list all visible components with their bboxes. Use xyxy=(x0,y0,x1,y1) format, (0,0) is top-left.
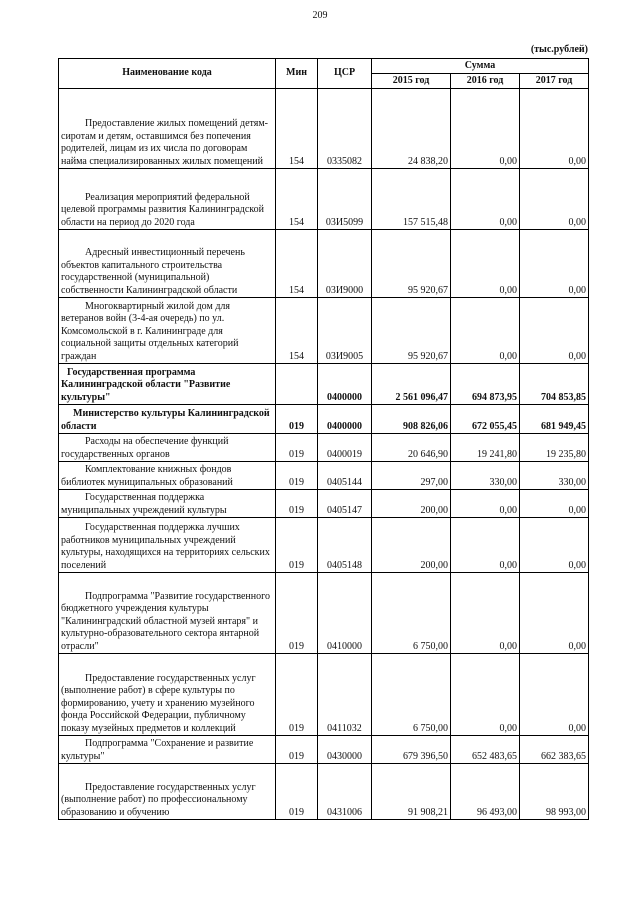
row-2016: 0,00 xyxy=(451,89,520,169)
row-2017: 0,00 xyxy=(520,518,589,573)
table-row xyxy=(59,364,589,405)
row-min: 154 xyxy=(276,230,318,298)
row-2015: 908 826,06 xyxy=(372,405,451,434)
row-csr: 0411032 xyxy=(318,654,372,736)
table-row xyxy=(59,573,589,654)
row-name: Реализация мероприятий федеральной целевой программы развития Калининградской области на период до 2020 года xyxy=(59,169,276,230)
row-2017: 0,00 xyxy=(520,169,589,230)
row-2016: 0,00 xyxy=(451,654,520,736)
row-name: Подпрограмма "Сохранение и развитие культуры" xyxy=(59,736,276,764)
table-row xyxy=(59,654,589,736)
row-name: Расходы на обеспечение функций государственных органов xyxy=(59,434,276,462)
row-2017: 0,00 xyxy=(520,490,589,518)
table-row xyxy=(59,490,589,518)
row-name: Предоставление жилых помещений детям-сиротам и детям, оставшимся без попечения родителей, лицам из их числа по договорам найма специализированных жилых помещений xyxy=(59,89,276,169)
row-2017: 19 235,80 xyxy=(520,434,589,462)
row-2015: 200,00 xyxy=(372,490,451,518)
row-2015: 200,00 xyxy=(372,518,451,573)
row-name: Министерство культуры Калининградской области xyxy=(59,405,276,434)
table-row xyxy=(59,230,589,298)
row-2015: 6 750,00 xyxy=(372,654,451,736)
units-label: (тыс.рублей) xyxy=(530,44,588,55)
row-csr: 03И9005 xyxy=(318,298,372,364)
header-2017: 2017 год xyxy=(520,74,589,89)
row-2017: 704 853,85 xyxy=(520,364,589,405)
row-2017: 330,00 xyxy=(520,462,589,490)
row-name: Государственная поддержка муниципальных учреждений культуры xyxy=(59,490,276,518)
header-sum: Сумма xyxy=(372,59,589,74)
row-2016: 0,00 xyxy=(451,230,520,298)
table-row xyxy=(59,434,589,462)
row-2017: 0,00 xyxy=(520,298,589,364)
row-name: Комплектование книжных фондов библиотек муниципальных образований xyxy=(59,462,276,490)
row-name: Государственная поддержка лучших работников муниципальных учреждений культуры, находящихся на территориях сельских поселений xyxy=(59,518,276,573)
table-row xyxy=(59,89,589,169)
row-2015: 679 396,50 xyxy=(372,736,451,764)
row-2016: 652 483,65 xyxy=(451,736,520,764)
row-min: 019 xyxy=(276,518,318,573)
row-csr: 0410000 xyxy=(318,573,372,654)
header-2016: 2016 год xyxy=(451,74,520,89)
row-csr: 03И9000 xyxy=(318,230,372,298)
row-csr: 0405144 xyxy=(318,462,372,490)
row-csr: 03И5099 xyxy=(318,169,372,230)
row-2015: 95 920,67 xyxy=(372,298,451,364)
row-2017: 0,00 xyxy=(520,89,589,169)
row-2016: 330,00 xyxy=(451,462,520,490)
row-2016: 0,00 xyxy=(451,490,520,518)
row-2016: 0,00 xyxy=(451,573,520,654)
budget-table xyxy=(58,58,589,820)
row-min: 019 xyxy=(276,764,318,820)
row-min xyxy=(276,364,318,405)
row-min: 154 xyxy=(276,89,318,169)
row-min: 154 xyxy=(276,169,318,230)
row-2016: 672 055,45 xyxy=(451,405,520,434)
table-row xyxy=(59,764,589,820)
row-name: Государственная программа Калининградской области "Развитие культуры" xyxy=(59,364,276,405)
row-csr: 0405148 xyxy=(318,518,372,573)
row-2016: 0,00 xyxy=(451,518,520,573)
row-2017: 98 993,00 xyxy=(520,764,589,820)
row-2015: 297,00 xyxy=(372,462,451,490)
row-csr: 0400019 xyxy=(318,434,372,462)
row-csr: 0335082 xyxy=(318,89,372,169)
row-2015: 95 920,67 xyxy=(372,230,451,298)
table-row xyxy=(59,298,589,364)
row-csr: 0400000 xyxy=(318,405,372,434)
row-min: 019 xyxy=(276,405,318,434)
row-name: Предоставление государственных услуг (выполнение работ) по профессиональному образованию и обучению xyxy=(59,764,276,820)
header-name: Наименование кода xyxy=(59,59,276,89)
table-row xyxy=(59,462,589,490)
row-min: 019 xyxy=(276,573,318,654)
row-2015: 6 750,00 xyxy=(372,573,451,654)
row-2017: 0,00 xyxy=(520,573,589,654)
row-csr: 0405147 xyxy=(318,490,372,518)
row-min: 019 xyxy=(276,462,318,490)
row-name: Многоквартирный жилой дом для ветеранов войн (3-4-ая очередь) по ул. Комсомольской в г. Калининграде для социальной защиты отдельных категорий граждан xyxy=(59,298,276,364)
row-2015: 157 515,48 xyxy=(372,169,451,230)
row-csr: 0431006 xyxy=(318,764,372,820)
row-name: Подпрограмма "Развитие государственного бюджетного учреждения культуры "Калининградский областной музей янтаря" и культурно-образовательного сектора янтарной отрасли" xyxy=(59,573,276,654)
row-2016: 96 493,00 xyxy=(451,764,520,820)
page-number: 209 xyxy=(312,10,328,21)
row-min: 019 xyxy=(276,490,318,518)
row-2015: 2 561 096,47 xyxy=(372,364,451,405)
row-min: 019 xyxy=(276,434,318,462)
table-row xyxy=(59,736,589,764)
row-min: 019 xyxy=(276,736,318,764)
row-csr: 0400000 xyxy=(318,364,372,405)
row-2017: 0,00 xyxy=(520,230,589,298)
row-2017: 0,00 xyxy=(520,654,589,736)
row-2017: 681 949,45 xyxy=(520,405,589,434)
row-2016: 0,00 xyxy=(451,169,520,230)
row-2016: 0,00 xyxy=(451,298,520,364)
row-2017: 662 383,65 xyxy=(520,736,589,764)
row-2016: 19 241,80 xyxy=(451,434,520,462)
table-row xyxy=(59,518,589,573)
row-2015: 20 646,90 xyxy=(372,434,451,462)
header-2015: 2015 год xyxy=(372,74,451,89)
header-min: Мин xyxy=(276,59,318,89)
row-csr: 0430000 xyxy=(318,736,372,764)
table-row xyxy=(59,405,589,434)
row-2015: 91 908,21 xyxy=(372,764,451,820)
row-min: 154 xyxy=(276,298,318,364)
header-csr: ЦСР xyxy=(318,59,372,89)
row-name: Предоставление государственных услуг (выполнение работ) в сфере культуры по формированию, учету и хранению музейного фонда Российской Федерации, публичному показу музейных предметов и коллекций xyxy=(59,654,276,736)
table-row xyxy=(59,169,589,230)
row-name: Адресный инвестиционный перечень объектов капитального строительства государственной (муниципальной) собственности Калининградской области xyxy=(59,230,276,298)
row-min: 019 xyxy=(276,654,318,736)
row-2015: 24 838,20 xyxy=(372,89,451,169)
row-2016: 694 873,95 xyxy=(451,364,520,405)
